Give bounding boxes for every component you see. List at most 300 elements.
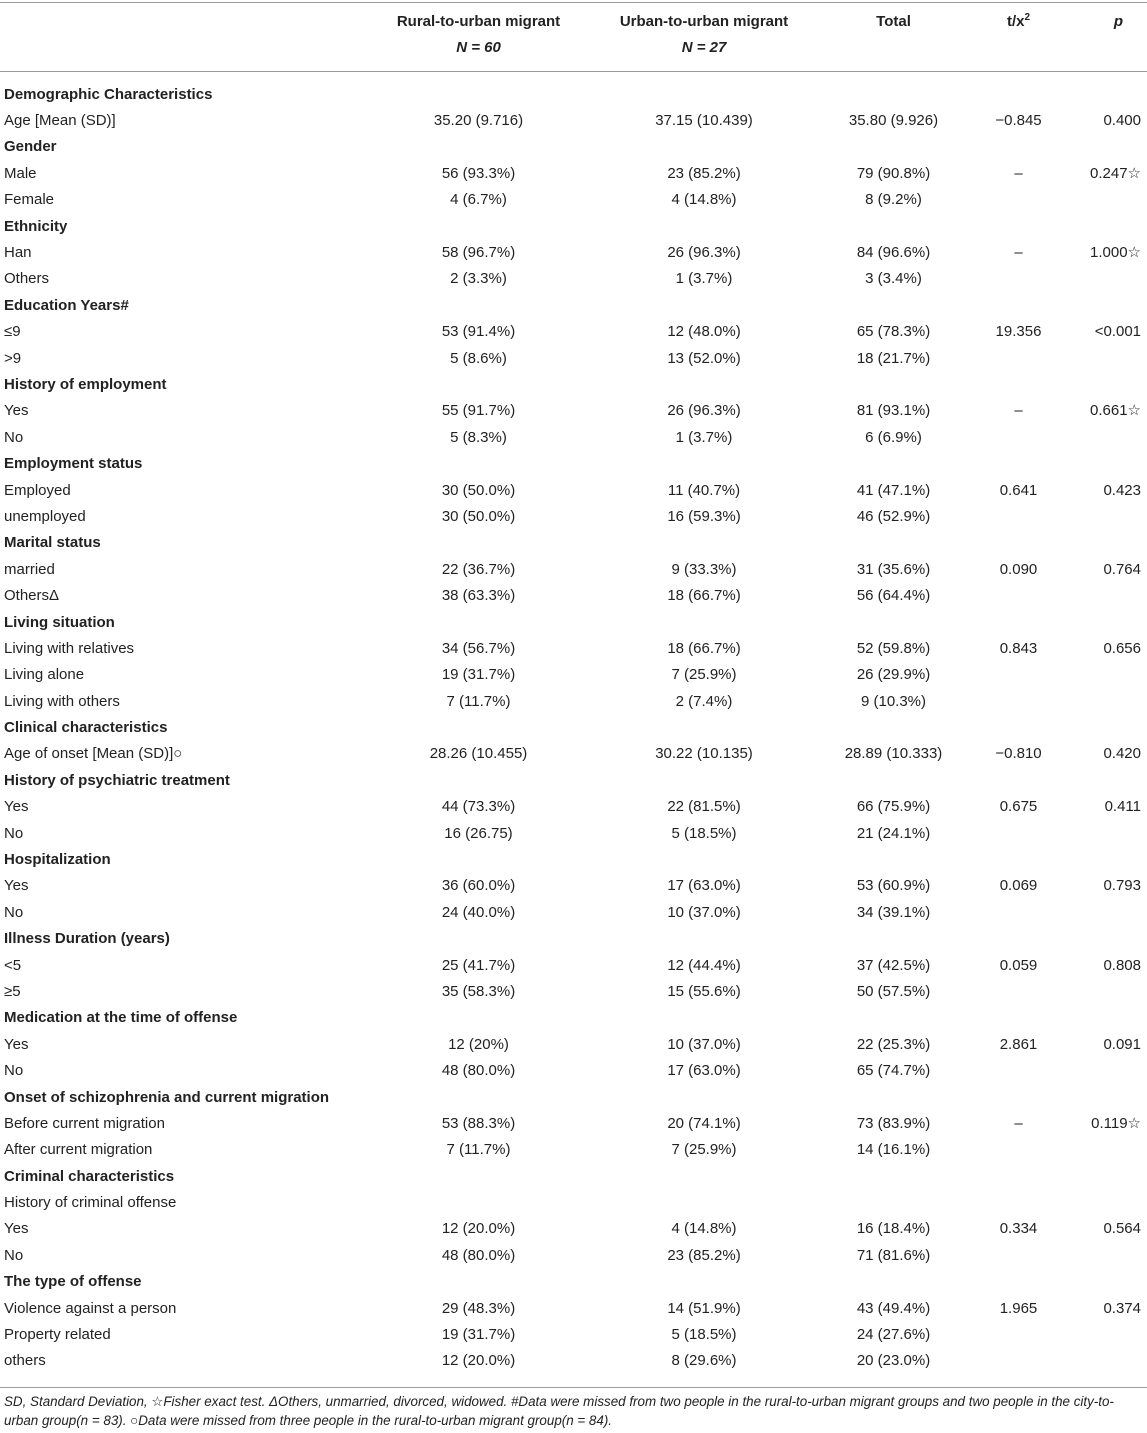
- cell-statistic: [971, 187, 1066, 213]
- cell-urban: 26 (96.3%): [667, 244, 741, 262]
- row-label: Yes: [4, 402, 29, 420]
- cell-p-value: <0.001: [1094, 323, 1141, 341]
- cell-urban: 22 (81.5%): [667, 798, 741, 816]
- cell-urban: 4 (14.8%): [671, 1220, 737, 1238]
- cell-statistic: 0.675: [999, 798, 1038, 816]
- cell-rural: [365, 530, 592, 556]
- cell-total: 53 (60.9%): [856, 877, 931, 895]
- cell-p-value: [1066, 187, 1147, 213]
- table-row: [0, 1348, 1147, 1374]
- cell-total: 24 (27.6%): [856, 1326, 931, 1344]
- table-row: [0, 160, 1147, 186]
- cell-p-value: [1066, 1348, 1147, 1374]
- cell-urban: 8 (29.6%): [671, 1352, 737, 1370]
- row-label: Employed: [4, 481, 71, 499]
- cell-urban: 17 (63.0%): [667, 877, 741, 895]
- header-urban-n: N = 27: [681, 39, 727, 56]
- row-label: Yes: [4, 798, 29, 816]
- cell-urban: [592, 1269, 816, 1295]
- cell-rural: 44 (73.3%): [441, 798, 516, 816]
- row-label: Property related: [4, 1326, 111, 1344]
- row-label: Gender: [4, 138, 57, 156]
- row-label: Yes: [4, 1220, 29, 1238]
- cell-total: [816, 1269, 971, 1295]
- table-row: [0, 503, 1147, 529]
- cell-p-value: [1066, 662, 1147, 688]
- table-row: [0, 794, 1147, 820]
- cell-urban: 26 (96.3%): [667, 402, 741, 420]
- cell-rural: 56 (93.3%): [441, 164, 516, 182]
- row-label: History of employment: [4, 375, 167, 393]
- cell-rural: 7 (11.7%): [446, 692, 511, 710]
- cell-p-value: [1066, 1189, 1147, 1215]
- table-row: [0, 741, 1147, 767]
- cell-p-value: [1066, 450, 1147, 476]
- cell-urban: 10 (37.0%): [667, 1035, 741, 1053]
- cell-total: [816, 292, 971, 318]
- table-row: [0, 662, 1147, 688]
- cell-p-value: [1066, 609, 1147, 635]
- cell-p-value: [1066, 1269, 1147, 1295]
- cell-rural: 53 (88.3%): [441, 1114, 516, 1132]
- cell-total: [816, 767, 971, 793]
- cell-total: 43 (49.4%): [856, 1299, 931, 1317]
- cell-total: [816, 450, 971, 476]
- cell-statistic: [971, 292, 1066, 318]
- cell-statistic: [971, 978, 1066, 1004]
- cell-urban: 14 (51.9%): [667, 1299, 741, 1317]
- table-row: [0, 266, 1147, 292]
- row-label: Living alone: [4, 666, 85, 684]
- cell-total: 52 (59.8%): [856, 639, 931, 657]
- cell-urban: 37.15 (10.439): [655, 112, 753, 130]
- row-label: ≥5: [4, 982, 21, 1000]
- cell-rural: [365, 609, 592, 635]
- section-row: [0, 767, 1147, 793]
- cell-rural: 4 (6.7%): [450, 191, 507, 209]
- cell-urban: 30.22 (10.135): [655, 745, 753, 763]
- row-label: After current migration: [4, 1141, 153, 1159]
- cell-urban: 17 (63.0%): [667, 1062, 741, 1080]
- cell-rural: 38 (63.3%): [441, 587, 516, 605]
- row-label: The type of offense: [4, 1273, 142, 1291]
- cell-statistic: [971, 1348, 1066, 1374]
- cell-total: 14 (16.1%): [856, 1141, 931, 1159]
- header-urban-to-urban: [592, 12, 816, 58]
- cell-urban: [592, 767, 816, 793]
- cell-rural: 12 (20%): [448, 1035, 509, 1053]
- header-urban-title: Urban-to-urban migrant: [619, 13, 789, 30]
- cell-rural: [365, 1189, 592, 1215]
- table-header-rule: [0, 71, 1147, 72]
- cell-rural: 12 (20.0%): [441, 1352, 516, 1370]
- cell-statistic: 0.843: [999, 639, 1038, 657]
- cell-total: 46 (52.9%): [856, 507, 931, 525]
- cell-urban: 10 (37.0%): [667, 903, 741, 921]
- cell-p-value: 0.420: [1103, 745, 1141, 763]
- cell-rural: [365, 926, 592, 952]
- cell-statistic: [971, 134, 1066, 160]
- cell-urban: 12 (48.0%): [667, 323, 741, 341]
- cell-statistic: 2.861: [999, 1035, 1038, 1053]
- cell-rural: [365, 213, 592, 239]
- cell-total: [816, 81, 971, 107]
- cell-total: 50 (57.5%): [856, 982, 931, 1000]
- section-row: [0, 213, 1147, 239]
- row-label: Education Years#: [4, 296, 129, 314]
- cell-p-value: 0.808: [1103, 956, 1141, 974]
- cell-rural: 48 (80.0%): [441, 1246, 516, 1264]
- section-row: [0, 1005, 1147, 1031]
- cell-urban: 18 (66.7%): [667, 639, 741, 657]
- cell-total: 41 (47.1%): [856, 481, 931, 499]
- cell-statistic: [971, 530, 1066, 556]
- cell-rural: [365, 846, 592, 872]
- cell-rural: 5 (8.3%): [450, 428, 507, 446]
- cell-statistic: [971, 266, 1066, 292]
- table-row: [0, 1295, 1147, 1321]
- section-row: [0, 846, 1147, 872]
- cell-statistic: 0.059: [999, 956, 1038, 974]
- cell-statistic: [971, 1321, 1066, 1347]
- cell-urban: 20 (74.1%): [667, 1114, 741, 1132]
- cell-rural: 7 (11.7%): [446, 1141, 511, 1159]
- cell-urban: 23 (85.2%): [667, 164, 741, 182]
- cell-statistic: –: [1014, 244, 1023, 262]
- section-row: [0, 609, 1147, 635]
- row-label: Yes: [4, 877, 29, 895]
- cell-rural: [365, 292, 592, 318]
- table-row: [0, 873, 1147, 899]
- cell-rural: [365, 134, 592, 160]
- cell-total: 8 (9.2%): [865, 191, 922, 209]
- cell-total: 16 (18.4%): [856, 1220, 931, 1238]
- section-row: [0, 134, 1147, 160]
- table-footnote: SD, Standard Deviation, ☆Fisher exact test. ΔOthers, unmarried, divorced, widowed. #Data were missed from two people in the rural-to-urban migrant groups and two people in the city-to-urban group(n = 83). ○Data were missed from three people in the rural-to-urban migrant group(n = 84).: [4, 1394, 1114, 1428]
- cell-total: [816, 1084, 971, 1110]
- cell-rural: [365, 450, 592, 476]
- cell-rural: [365, 371, 592, 397]
- cell-rural: 35 (58.3%): [441, 982, 516, 1000]
- table-row: [0, 319, 1147, 345]
- table-row: [0, 1031, 1147, 1057]
- cell-rural: 12 (20.0%): [441, 1220, 516, 1238]
- cell-total: 65 (78.3%): [856, 323, 931, 341]
- row-label: Before current migration: [4, 1114, 165, 1132]
- table-body: [0, 81, 1147, 1374]
- cell-total: 35.80 (9.926): [848, 112, 939, 130]
- cell-p-value: [1066, 266, 1147, 292]
- cell-statistic: [971, 81, 1066, 107]
- cell-p-value: [1066, 582, 1147, 608]
- row-label: unemployed: [4, 507, 86, 525]
- cell-statistic: [971, 609, 1066, 635]
- cell-rural: [365, 1163, 592, 1189]
- cell-rural: 35.20 (9.716): [433, 112, 524, 130]
- cell-rural: 30 (50.0%): [441, 481, 516, 499]
- cell-p-value: [1066, 926, 1147, 952]
- row-label: No: [4, 903, 24, 921]
- row-label: Yes: [4, 1035, 29, 1053]
- cell-p-value: [1066, 820, 1147, 846]
- row-label: Living with others: [4, 692, 120, 710]
- table-row: [0, 398, 1147, 424]
- table-top-rule: [0, 2, 1147, 3]
- cell-statistic: [971, 846, 1066, 872]
- cell-p-value: [1066, 292, 1147, 318]
- data-table: [0, 81, 1147, 1374]
- cell-rural: 24 (40.0%): [441, 903, 516, 921]
- header-p-title: p: [1113, 13, 1123, 30]
- cell-urban: 15 (55.6%): [667, 982, 741, 1000]
- cell-p-value: [1066, 714, 1147, 740]
- cell-urban: [592, 292, 816, 318]
- cell-rural: [365, 1269, 592, 1295]
- cell-statistic: [971, 424, 1066, 450]
- cell-p-value: [1066, 81, 1147, 107]
- table-row: [0, 899, 1147, 925]
- cell-p-value: 0.564: [1103, 1220, 1141, 1238]
- cell-statistic: −0.845: [995, 112, 1042, 130]
- cell-total: [816, 1189, 971, 1215]
- cell-total: 81 (93.1%): [856, 402, 931, 420]
- cell-total: 26 (29.9%): [856, 666, 931, 684]
- row-label: No: [4, 1062, 24, 1080]
- cell-p-value: 0.247☆: [1090, 164, 1141, 182]
- section-row: [0, 292, 1147, 318]
- cell-p-value: [1066, 1242, 1147, 1268]
- row-label: Medication at the time of offense: [4, 1009, 238, 1027]
- section-row: [0, 371, 1147, 397]
- cell-statistic: 19.356: [995, 323, 1042, 341]
- row-label: Criminal characteristics: [4, 1167, 175, 1185]
- row-label: Age [Mean (SD)]: [4, 112, 116, 130]
- row-label: OthersΔ: [4, 587, 60, 605]
- cell-rural: 29 (48.3%): [441, 1299, 516, 1317]
- cell-p-value: 0.374: [1103, 1299, 1141, 1317]
- table-row: [0, 345, 1147, 371]
- cell-p-value: [1066, 371, 1147, 397]
- cell-p-value: [1066, 530, 1147, 556]
- table-row: [0, 952, 1147, 978]
- table-row: [0, 1137, 1147, 1163]
- header-total-title: Total: [876, 13, 911, 30]
- cell-total: 31 (35.6%): [856, 560, 931, 578]
- table-row: [0, 107, 1147, 133]
- cell-total: 9 (10.3%): [860, 692, 927, 710]
- cell-p-value: [1066, 345, 1147, 371]
- cell-rural: 22 (36.7%): [441, 560, 516, 578]
- header-test-sup: 2: [1024, 12, 1031, 23]
- cell-statistic: [971, 926, 1066, 952]
- row-label: Male: [4, 164, 37, 182]
- cell-statistic: –: [1014, 402, 1023, 420]
- cell-total: 66 (75.9%): [856, 798, 931, 816]
- cell-p-value: [1066, 1084, 1147, 1110]
- cell-total: [816, 714, 971, 740]
- table-row: [0, 187, 1147, 213]
- cell-total: 20 (23.0%): [856, 1352, 931, 1370]
- cell-p-value: [1066, 978, 1147, 1004]
- section-row: [0, 81, 1147, 107]
- cell-rural: 16 (26.75): [444, 824, 513, 842]
- table-row: [0, 1242, 1147, 1268]
- cell-p-value: 0.661☆: [1090, 402, 1141, 420]
- cell-urban: 5 (18.5%): [671, 1326, 737, 1344]
- cell-urban: [592, 1163, 816, 1189]
- row-label: Living situation: [4, 613, 115, 631]
- table-row: [0, 1216, 1147, 1242]
- cell-total: [816, 846, 971, 872]
- cell-urban: [592, 609, 816, 635]
- cell-p-value: [1066, 1163, 1147, 1189]
- row-label: others: [4, 1352, 46, 1370]
- table-row: [0, 556, 1147, 582]
- cell-rural: [365, 767, 592, 793]
- cell-total: 6 (6.9%): [865, 428, 922, 446]
- cell-total: 34 (39.1%): [856, 903, 931, 921]
- cell-total: 71 (81.6%): [856, 1246, 931, 1264]
- cell-urban: 2 (7.4%): [675, 692, 733, 710]
- cell-urban: 23 (85.2%): [667, 1246, 741, 1264]
- cell-p-value: 0.411: [1104, 798, 1141, 816]
- cell-rural: 19 (31.7%): [441, 1326, 516, 1344]
- cell-total: 37 (42.5%): [856, 956, 931, 974]
- cell-statistic: [971, 688, 1066, 714]
- cell-total: 65 (74.7%): [856, 1062, 931, 1080]
- cell-urban: 7 (25.9%): [671, 1141, 737, 1159]
- cell-p-value: [1066, 1057, 1147, 1083]
- cell-p-value: 0.764: [1103, 560, 1141, 578]
- section-row: [0, 714, 1147, 740]
- table-row: [0, 1321, 1147, 1347]
- cell-urban: [592, 81, 816, 107]
- cell-rural: 34 (56.7%): [441, 639, 516, 657]
- cell-urban: 4 (14.8%): [671, 191, 737, 209]
- cell-statistic: [971, 1269, 1066, 1295]
- row-label: Illness Duration (years): [4, 930, 170, 948]
- cell-statistic: [971, 662, 1066, 688]
- section-row: [0, 450, 1147, 476]
- cell-statistic: –: [1014, 164, 1023, 182]
- cell-p-value: 0.793: [1103, 877, 1141, 895]
- cell-statistic: [971, 714, 1066, 740]
- cell-statistic: [971, 1057, 1066, 1083]
- cell-statistic: [971, 371, 1066, 397]
- row-label: Han: [4, 244, 32, 262]
- cell-total: 22 (25.3%): [856, 1035, 931, 1053]
- cell-urban: 1 (3.7%): [675, 428, 733, 446]
- row-label: History of criminal offense: [4, 1194, 177, 1212]
- cell-urban: [592, 1005, 816, 1031]
- table-row: [0, 1057, 1147, 1083]
- section-row: [0, 1269, 1147, 1295]
- cell-p-value: 0.656: [1103, 639, 1141, 657]
- cell-p-value: [1066, 1321, 1147, 1347]
- cell-rural: 2 (3.3%): [450, 270, 507, 288]
- header-test-title: t/x: [1006, 13, 1025, 30]
- cell-urban: [592, 134, 816, 160]
- row-label: No: [4, 428, 24, 446]
- row-label: Employment status: [4, 455, 143, 473]
- cell-statistic: [971, 767, 1066, 793]
- cell-p-value: 1.000☆: [1090, 244, 1141, 262]
- cell-statistic: [971, 213, 1066, 239]
- row-label: Hospitalization: [4, 851, 111, 869]
- cell-urban: 1 (3.7%): [675, 270, 733, 288]
- row-label: Demographic Characteristics: [4, 85, 213, 103]
- section-row: [0, 1163, 1147, 1189]
- cell-total: [816, 134, 971, 160]
- cell-statistic: [971, 899, 1066, 925]
- cell-statistic: 0.090: [999, 560, 1038, 578]
- cell-statistic: [971, 345, 1066, 371]
- cell-statistic: [971, 1084, 1066, 1110]
- table-row: [0, 635, 1147, 661]
- cell-statistic: [971, 1242, 1066, 1268]
- cell-urban: [592, 1189, 816, 1215]
- row-label: History of psychiatric treatment: [4, 771, 230, 789]
- header-total: [816, 12, 971, 32]
- cell-total: [816, 530, 971, 556]
- cell-p-value: [1066, 424, 1147, 450]
- cell-rural: 28.26 (10.455): [429, 745, 528, 763]
- section-row: [0, 1084, 1147, 1110]
- cell-statistic: [971, 1163, 1066, 1189]
- cell-statistic: [971, 450, 1066, 476]
- cell-urban: [592, 371, 816, 397]
- cell-p-value: [1066, 767, 1147, 793]
- cell-urban: [592, 1084, 816, 1110]
- cell-p-value: 0.119☆: [1091, 1114, 1141, 1132]
- row-label: No: [4, 1246, 24, 1264]
- cell-statistic: 0.069: [999, 877, 1038, 895]
- row-label: ≤9: [4, 323, 21, 341]
- table-row: [0, 688, 1147, 714]
- row-label: Ethnicity: [4, 217, 68, 235]
- row-label: No: [4, 824, 24, 842]
- table-row: [0, 1189, 1147, 1215]
- cell-statistic: −0.810: [995, 745, 1042, 763]
- cell-statistic: –: [1014, 1114, 1023, 1132]
- cell-total: [816, 926, 971, 952]
- row-label: <5: [4, 956, 22, 974]
- cell-urban: 18 (66.7%): [667, 587, 741, 605]
- header-rural-n: N = 60: [456, 39, 501, 56]
- cell-urban: [592, 714, 816, 740]
- cell-urban: [592, 846, 816, 872]
- cell-rural: 48 (80.0%): [441, 1062, 516, 1080]
- cell-total: [816, 1005, 971, 1031]
- table-row: [0, 820, 1147, 846]
- cell-total: [816, 371, 971, 397]
- cell-total: [816, 213, 971, 239]
- cell-p-value: [1066, 1137, 1147, 1163]
- row-label: >9: [4, 349, 22, 367]
- cell-rural: 25 (41.7%): [441, 956, 516, 974]
- cell-total: 3 (3.4%): [865, 270, 922, 288]
- cell-rural: 19 (31.7%): [441, 666, 516, 684]
- row-label: Marital status: [4, 534, 101, 552]
- cell-p-value: [1066, 1005, 1147, 1031]
- cell-p-value: [1066, 213, 1147, 239]
- row-label: married: [4, 560, 55, 578]
- cell-statistic: [971, 1137, 1066, 1163]
- cell-urban: 11 (40.7%): [667, 481, 741, 499]
- cell-urban: 5 (18.5%): [671, 824, 737, 842]
- cell-p-value: [1066, 688, 1147, 714]
- cell-urban: [592, 450, 816, 476]
